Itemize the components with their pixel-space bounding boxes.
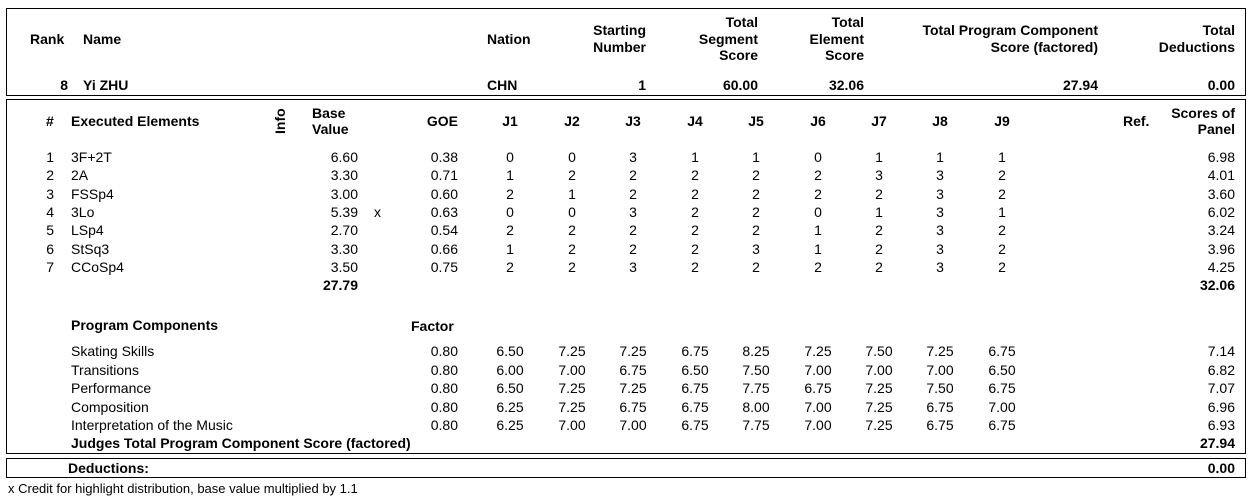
element-info-mark: x [374, 204, 381, 220]
element-judge-score: 2 [568, 259, 576, 275]
component-judge-score: 7.00 [804, 417, 832, 433]
judge-label: J7 [871, 113, 887, 129]
element-judge-score: 3 [936, 204, 944, 220]
element-number: 3 [46, 186, 54, 202]
element-judge-score: 2 [998, 222, 1006, 238]
element-base-value: 5.39 [330, 204, 358, 220]
element-judge-score: 3 [629, 149, 637, 165]
component-panel-score: 7.07 [1207, 380, 1235, 396]
element-base-value: 3.00 [330, 186, 358, 202]
component-name: Skating Skills [71, 343, 155, 359]
component-name: Composition [71, 399, 149, 415]
component-factor: 0.80 [430, 380, 458, 396]
component-judge-score: 7.00 [804, 399, 832, 415]
judge-label: J6 [810, 113, 826, 129]
skater-name: Yi ZHU [83, 77, 129, 93]
element-judge-score: 2 [629, 222, 637, 238]
element-judge-score: 2 [875, 241, 883, 257]
deductions-label-1: Total [1202, 22, 1235, 38]
component-judge-score: 7.75 [742, 417, 770, 433]
element-base-value: 2.70 [330, 222, 358, 238]
element-goe: 0.38 [430, 149, 458, 165]
skater-starting-number: 1 [638, 77, 646, 93]
element-number: 6 [46, 241, 54, 257]
component-judge-score: 6.75 [681, 343, 709, 359]
judge-label: J4 [687, 113, 703, 129]
element-number: 7 [46, 259, 54, 275]
element-judge-score: 1 [998, 204, 1006, 220]
component-judge-score: 6.75 [681, 417, 709, 433]
element-judge-score: 2 [629, 186, 637, 202]
goe-label: GOE [426, 113, 458, 129]
component-judge-score: 7.25 [619, 380, 647, 396]
component-judge-score: 6.75 [681, 380, 709, 396]
element-judge-score: 1 [752, 149, 760, 165]
judge-label: J8 [932, 113, 948, 129]
scores-of-panel-label-2: Panel [1197, 121, 1235, 137]
element-panel-score: 6.02 [1207, 204, 1235, 220]
component-judge-score: 6.75 [619, 399, 647, 415]
element-judge-score: 0 [814, 204, 822, 220]
element-base-value: 3.30 [330, 167, 358, 183]
skater-tss: 60.00 [722, 77, 758, 93]
element-judge-score: 1 [506, 241, 514, 257]
element-judge-score: 2 [752, 204, 760, 220]
component-judge-score: 6.75 [804, 380, 832, 396]
component-judge-score: 7.00 [619, 417, 647, 433]
element-goe: 0.63 [430, 204, 458, 220]
element-base-value: 3.50 [330, 259, 358, 275]
element-judge-score: 2 [568, 222, 576, 238]
element-judge-score: 2 [998, 167, 1006, 183]
tss-label-3: Score [719, 47, 758, 63]
judge-label: J2 [564, 113, 580, 129]
element-judge-score: 0 [506, 149, 514, 165]
element-judge-score: 1 [814, 241, 822, 257]
element-name: 2A [71, 167, 89, 183]
starting-number-label-1: Starting [593, 22, 646, 38]
element-goe: 0.54 [430, 222, 458, 238]
element-judge-score: 3 [875, 167, 883, 183]
component-judge-score: 6.75 [988, 417, 1016, 433]
component-judge-score: 7.25 [558, 380, 586, 396]
component-panel-score: 6.82 [1207, 362, 1235, 378]
element-name: CCoSp4 [71, 259, 124, 275]
judge-label: J1 [502, 113, 518, 129]
element-judge-score: 3 [752, 241, 760, 257]
element-goe: 0.71 [430, 167, 458, 183]
component-judge-score: 6.25 [496, 399, 524, 415]
element-judge-score: 2 [568, 167, 576, 183]
element-judge-score: 2 [691, 222, 699, 238]
element-judge-score: 1 [875, 204, 883, 220]
element-name: 3Lo [71, 204, 95, 220]
element-judge-score: 1 [691, 149, 699, 165]
tes-label-1: Total [831, 14, 864, 30]
component-judge-score: 6.25 [496, 417, 524, 433]
judge-label: J9 [994, 113, 1010, 129]
element-goe: 0.60 [430, 186, 458, 202]
rank-label: Rank [30, 31, 65, 47]
component-factor: 0.80 [430, 417, 458, 433]
element-name: LSp4 [71, 222, 104, 238]
component-panel-score: 6.96 [1207, 399, 1235, 415]
component-name: Interpretation of the Music [71, 417, 233, 433]
component-judge-score: 6.75 [619, 362, 647, 378]
component-judge-score: 7.50 [865, 343, 893, 359]
element-base-value: 6.60 [330, 149, 358, 165]
component-judge-score: 7.50 [742, 362, 770, 378]
element-judge-score: 2 [814, 167, 822, 183]
deductions-box [6, 458, 1246, 478]
judge-label: J3 [625, 113, 641, 129]
element-panel-score: 6.98 [1207, 149, 1235, 165]
element-judge-score: 2 [506, 222, 514, 238]
starting-number-label-2: Number [593, 39, 646, 55]
component-name: Performance [71, 380, 152, 396]
element-judge-score: 2 [752, 259, 760, 275]
component-judge-score: 6.75 [988, 380, 1016, 396]
element-judge-score: 2 [691, 204, 699, 220]
element-judge-score: 1 [814, 222, 822, 238]
element-name: 3F+2T [71, 149, 112, 165]
element-judge-score: 1 [936, 149, 944, 165]
element-judge-score: 2 [875, 259, 883, 275]
element-judge-score: 2 [875, 222, 883, 238]
element-judge-score: 2 [875, 186, 883, 202]
element-judge-score: 2 [691, 186, 699, 202]
element-judge-score: 3 [629, 259, 637, 275]
component-judge-score: 6.50 [496, 343, 524, 359]
component-judge-score: 6.50 [496, 380, 524, 396]
tes-label-2: Element [809, 31, 864, 47]
element-judge-score: 3 [936, 259, 944, 275]
pcs-label-2: Score (factored) [990, 39, 1098, 55]
skater-pcs: 27.94 [1062, 77, 1098, 93]
component-judge-score: 6.50 [988, 362, 1016, 378]
pcs-label-1: Total Program Component [922, 22, 1098, 38]
ref-label: Ref. [1123, 113, 1150, 129]
element-judge-score: 2 [814, 259, 822, 275]
nation-label: Nation [487, 31, 531, 47]
element-number: 2 [46, 167, 54, 183]
element-goe: 0.66 [430, 241, 458, 257]
element-panel-score: 4.25 [1207, 259, 1235, 275]
element-judge-score: 0 [506, 204, 514, 220]
element-judge-score: 2 [998, 259, 1006, 275]
executed-elements-label: Executed Elements [71, 113, 200, 129]
footnote: x Credit for highlight distribution, base value multiplied by 1.1 [8, 481, 358, 496]
component-panel-score: 6.93 [1207, 417, 1235, 433]
element-judge-score: 2 [814, 186, 822, 202]
element-judge-score: 1 [998, 149, 1006, 165]
element-judge-score: 1 [875, 149, 883, 165]
elements-panel-total: 32.06 [1199, 277, 1235, 293]
skater-rank: 8 [60, 77, 68, 93]
component-judge-score: 6.00 [496, 362, 524, 378]
component-judge-score: 7.75 [742, 380, 770, 396]
element-judge-score: 2 [998, 241, 1006, 257]
element-judge-score: 2 [998, 186, 1006, 202]
element-name: StSq3 [71, 241, 110, 257]
component-factor: 0.80 [430, 399, 458, 415]
element-judge-score: 1 [568, 186, 576, 202]
component-judge-score: 7.25 [619, 343, 647, 359]
component-judge-score: 7.00 [558, 362, 586, 378]
info-label: Info [272, 108, 288, 134]
element-judge-score: 3 [936, 222, 944, 238]
skater-tes: 32.06 [828, 77, 864, 93]
name-label: Name [83, 31, 122, 47]
element-judge-score: 2 [629, 167, 637, 183]
component-judge-score: 7.25 [865, 417, 893, 433]
component-judge-score: 7.00 [865, 362, 893, 378]
element-judge-score: 2 [752, 167, 760, 183]
element-judge-score: 0 [568, 204, 576, 220]
element-goe: 0.75 [430, 259, 458, 275]
element-name: FSSp4 [71, 186, 114, 202]
component-judge-score: 7.00 [926, 362, 954, 378]
element-number: 4 [46, 204, 54, 220]
component-judge-score: 7.25 [558, 399, 586, 415]
element-judge-score: 2 [506, 259, 514, 275]
component-judge-score: 7.00 [558, 417, 586, 433]
base-value-total: 27.79 [322, 277, 358, 293]
component-judge-score: 7.25 [558, 343, 586, 359]
judges-total-pcs-label: Judges Total Program Component Score (factored) [71, 435, 411, 451]
component-panel-score: 7.14 [1207, 343, 1235, 359]
element-judge-score: 2 [691, 241, 699, 257]
component-judge-score: 8.00 [742, 399, 770, 415]
factor-label: Factor [411, 318, 454, 334]
component-judge-score: 8.25 [742, 343, 770, 359]
judge-label: J5 [748, 113, 764, 129]
element-judge-score: 1 [506, 167, 514, 183]
scores-of-panel-label-1: Scores of [1171, 105, 1235, 121]
element-panel-score: 4.01 [1207, 167, 1235, 183]
tss-label-2: Segment [698, 31, 758, 47]
element-judge-score: 2 [568, 241, 576, 257]
element-panel-score: 3.96 [1207, 241, 1235, 257]
element-judge-score: 0 [568, 149, 576, 165]
component-judge-score: 6.75 [988, 343, 1016, 359]
deductions-value: 0.00 [1207, 460, 1235, 476]
skater-nation: CHN [487, 77, 518, 93]
element-judge-score: 2 [691, 167, 699, 183]
element-num-label: # [46, 113, 54, 129]
component-judge-score: 7.25 [865, 380, 893, 396]
component-judge-score: 7.25 [926, 343, 954, 359]
element-panel-score: 3.24 [1207, 222, 1235, 238]
component-judge-score: 7.00 [988, 399, 1016, 415]
component-judge-score: 7.25 [865, 399, 893, 415]
element-number: 5 [46, 222, 54, 238]
component-judge-score: 7.50 [926, 380, 954, 396]
base-value-label-1: Base [312, 105, 346, 121]
deductions-label-2: Deductions [1158, 39, 1235, 55]
component-judge-score: 7.25 [804, 343, 832, 359]
component-judge-score: 7.00 [804, 362, 832, 378]
element-judge-score: 0 [814, 149, 822, 165]
component-factor: 0.80 [430, 343, 458, 359]
tss-label-1: Total [725, 14, 758, 30]
component-judge-score: 6.75 [926, 417, 954, 433]
element-judge-score: 2 [691, 259, 699, 275]
deductions-label: Deductions: [68, 460, 149, 476]
base-value-label-2: Value [312, 121, 349, 137]
element-number: 1 [46, 149, 54, 165]
component-judge-score: 6.75 [926, 399, 954, 415]
element-judge-score: 2 [629, 241, 637, 257]
component-judge-score: 6.50 [681, 362, 709, 378]
element-judge-score: 2 [506, 186, 514, 202]
element-judge-score: 2 [752, 186, 760, 202]
element-judge-score: 2 [752, 222, 760, 238]
judges-total-pcs-value: 27.94 [1199, 435, 1235, 451]
program-components-title: Program Components [71, 317, 219, 333]
component-judge-score: 6.75 [681, 399, 709, 415]
component-name: Transitions [71, 362, 139, 378]
element-judge-score: 3 [629, 204, 637, 220]
element-panel-score: 3.60 [1207, 186, 1235, 202]
element-judge-score: 3 [936, 167, 944, 183]
element-judge-score: 3 [936, 241, 944, 257]
element-judge-score: 3 [936, 186, 944, 202]
element-base-value: 3.30 [330, 241, 358, 257]
skater-deductions: 0.00 [1207, 77, 1235, 93]
component-factor: 0.80 [430, 362, 458, 378]
tes-label-3: Score [825, 47, 864, 63]
